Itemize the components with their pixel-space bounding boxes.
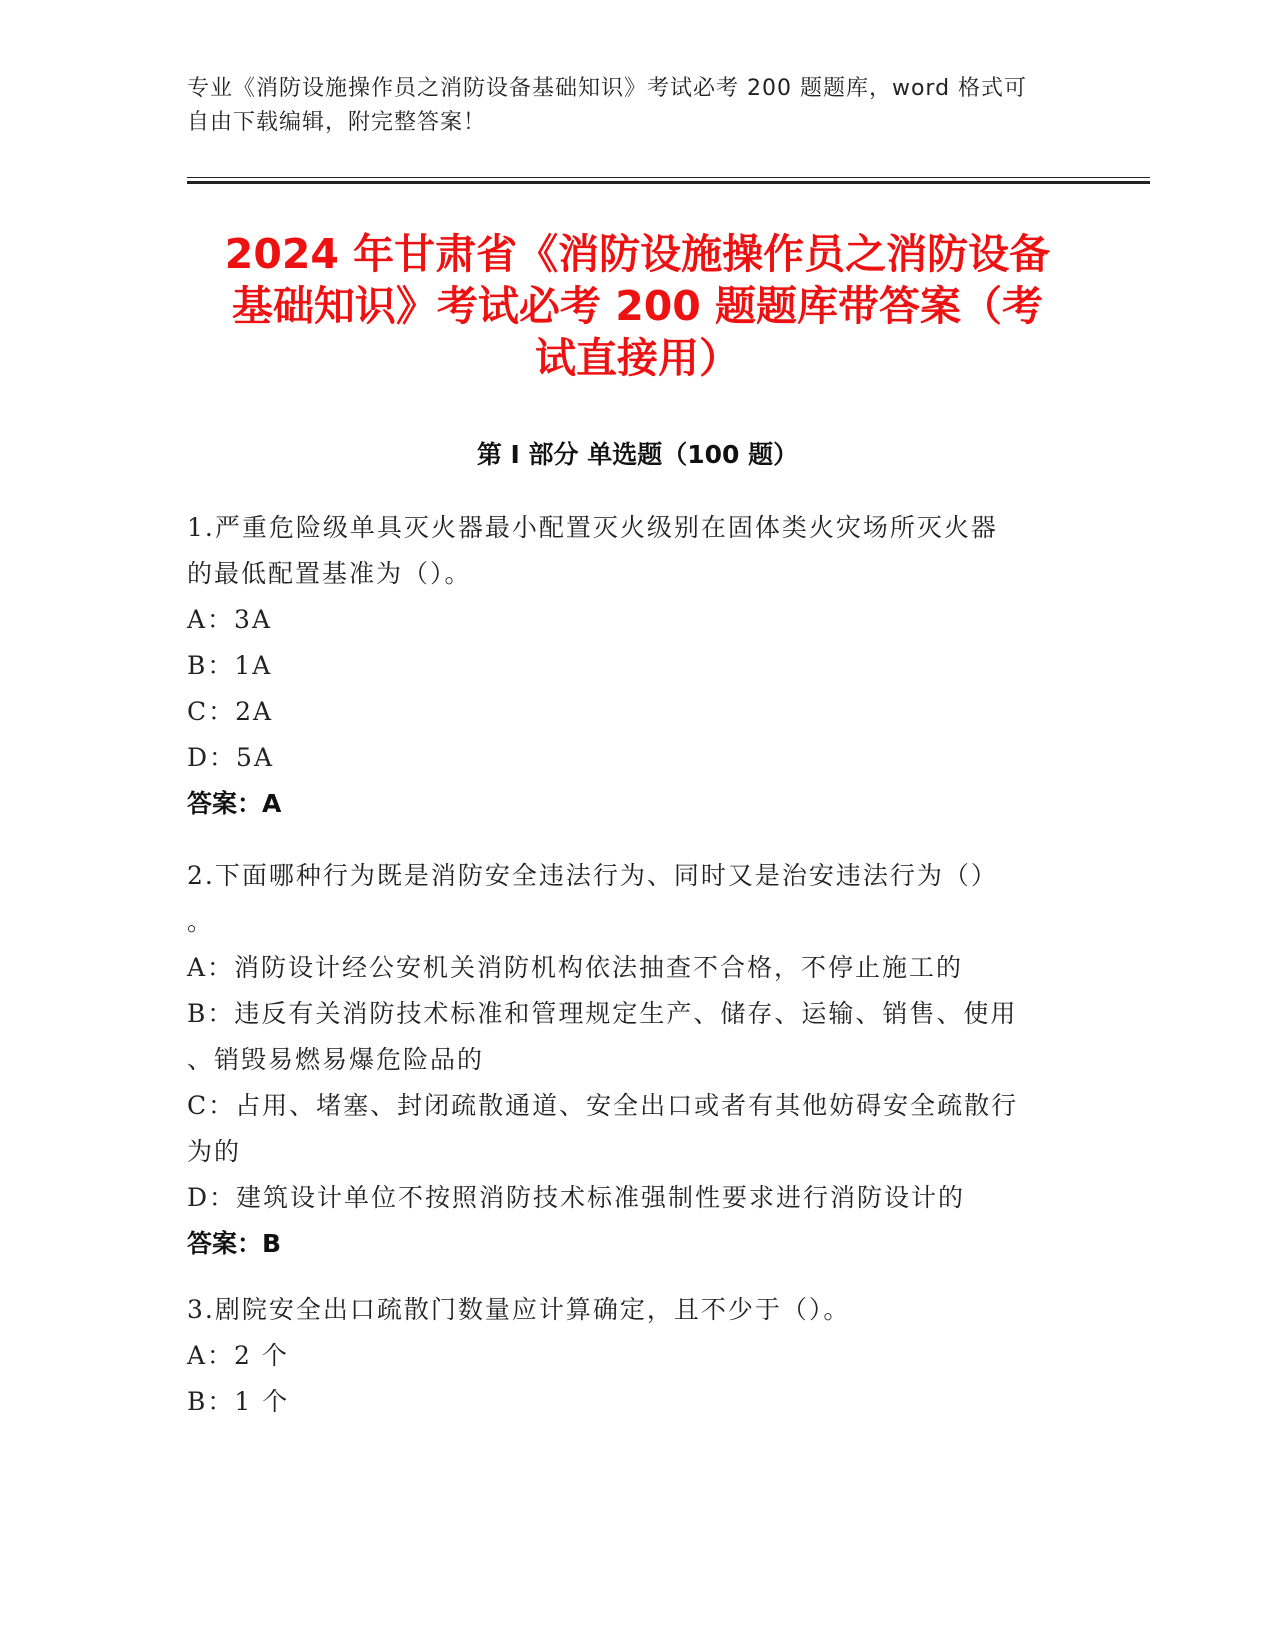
section-title: 第 I 部分 单选题（100 题） xyxy=(476,440,799,469)
document-title xyxy=(160,228,1115,384)
option-c: C：2A xyxy=(187,697,274,726)
question-3 xyxy=(187,1287,1087,1425)
option-c: C：占用、堵塞、封闭疏散通道、安全出口或者有其他妨碍安全疏散行 xyxy=(187,1091,1019,1120)
option-c-cont: 为的 xyxy=(187,1137,242,1166)
question-stem: 。 xyxy=(187,907,215,936)
question-stem: 1.严重危险级单具灭火器最小配置灭火级别在固体类火灾场所灭火器 xyxy=(187,513,998,542)
option-d: D：建筑设计单位不按照消防技术标准强制性要求进行消防设计的 xyxy=(187,1183,966,1212)
header-note xyxy=(187,72,1087,140)
header-rule-thick xyxy=(187,181,1150,184)
question-stem: 2.下面哪种行为既是消防安全违法行为、同时又是治安违法行为（） xyxy=(187,861,998,890)
header-note-line: 专业《消防设施操作员之消防设备基础知识》考试必考 200 题题库，word 格式可 xyxy=(187,76,1028,101)
title-line: 试直接用） xyxy=(535,334,740,382)
option-a: A：消防设计经公安机关消防机构依法抽查不合格，不停止施工的 xyxy=(187,953,964,982)
question-2 xyxy=(187,853,1087,1267)
answer: 答案：A xyxy=(187,789,282,818)
option-a: A：3A xyxy=(187,605,273,634)
option-b: B：违反有关消防技术标准和管理规定生产、储存、运输、销售、使用 xyxy=(187,999,1018,1028)
option-a: A：2 个 xyxy=(187,1341,289,1370)
question-1 xyxy=(187,505,1087,827)
header-note-line: 自由下载编辑，附完整答案！ xyxy=(187,110,487,135)
option-b-cont: 、销毁易燃易爆危险品的 xyxy=(187,1045,485,1074)
question-stem: 3.剧院安全出口疏散门数量应计算确定，且不少于（）。 xyxy=(187,1295,851,1324)
title-line: 2024 年甘肃省《消防设施操作员之消防设备 xyxy=(224,230,1051,278)
option-b: B：1 个 xyxy=(187,1387,290,1416)
answer: 答案：B xyxy=(187,1229,282,1258)
question-stem: 的最低配置基准为（）。 xyxy=(187,559,472,588)
header-rule-thin xyxy=(187,177,1150,178)
title-line: 基础知识》考试必考 200 题题库带答案（考 xyxy=(231,282,1044,330)
option-d: D：5A xyxy=(187,743,275,772)
option-b: B：1A xyxy=(187,651,273,680)
